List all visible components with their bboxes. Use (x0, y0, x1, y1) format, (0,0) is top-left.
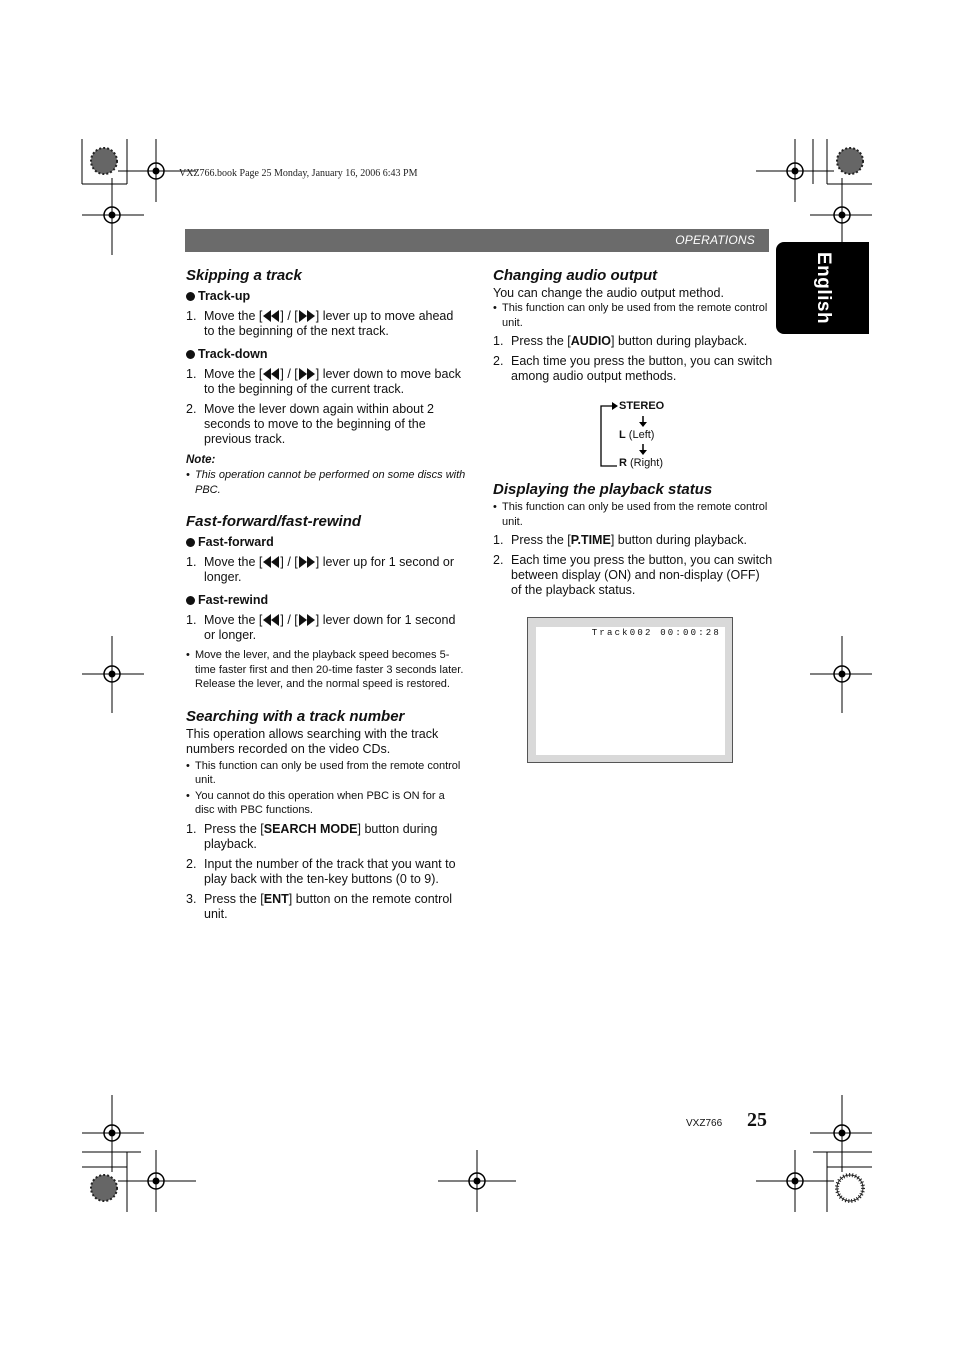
skip-forward-icon (299, 368, 315, 381)
track-down-step-1: 1. Move the [ ] / [ ] lever down to move back to the beginning of the current track. (186, 367, 461, 396)
search-heading: Searching with a track number (186, 707, 405, 725)
skip-forward-icon (299, 556, 315, 569)
status-step-2: 2. Each time you press the button, you can switch between display (ON) and non-display (OFF) of the playback status. (493, 553, 773, 597)
note-text: • This operation cannot be performed on some discs with PBC. (186, 469, 466, 496)
track-down-step-2: 2. Move the lever down again within about 2 seconds to move to the beginning of the previous track. (186, 402, 435, 446)
language-tab (776, 242, 869, 334)
skip-back-icon (263, 368, 279, 381)
screen-display (536, 627, 725, 755)
status-heading: Displaying the playback status (493, 481, 713, 498)
note-title: Note: (186, 454, 216, 466)
status-step-1: 1. Press the [P.TIME] button during playback. (493, 533, 748, 547)
search-intro: This operation allows searching with the track numbers recorded on the video CDs. (186, 726, 439, 756)
file-info: VXZ766.book Page 25 Monday, January 16, 2006 6:43 PM (179, 168, 418, 179)
search-bullet-2: • You cannot do this operation when PBC is ON for a disc with PBC functions. (186, 789, 445, 816)
page-number: 25 (747, 1109, 767, 1131)
ff-heading: Fast-forward/fast-rewind (186, 513, 362, 530)
stereo-option: STEREO (619, 400, 665, 412)
fast-rewind-label: Fast-rewind (186, 593, 466, 608)
playback-status-screen (527, 617, 733, 763)
search-step-3: 3. Press the [ENT] button on the remote control unit. (186, 891, 453, 921)
screen-status-text: Track002 00:00:28 (591, 628, 721, 638)
audio-cycle-diagram (598, 400, 698, 472)
right-column (493, 266, 773, 389)
left-column (186, 266, 466, 927)
skip-heading: Skipping a track (186, 267, 302, 284)
track-down-label: Track-down (186, 347, 466, 362)
track-up-label: Track-up (186, 289, 466, 304)
right-option: R (Right) (619, 457, 664, 469)
bullet-dot-icon (186, 538, 195, 547)
audio-step-2: 2. Each time you press the button, you can switch among audio output methods. (493, 354, 773, 383)
audio-heading: Changing audio output (493, 267, 658, 284)
fast-rewind-step: 1. Move the [ ] / [ ] lever down for 1 second or longer. (186, 613, 456, 642)
skip-forward-icon (299, 310, 315, 323)
search-bullet-1: • This function can only be used from the remote control unit. (186, 759, 461, 786)
ff-speed-bullet: • Move the lever, and the playback speed becomes 5-time faster first and then 20-time faster 3 seconds later. Release the lever, and the normal speed is restored. (186, 649, 464, 690)
audio-step-1: 1. Press the [AUDIO] button during playback. (493, 334, 748, 348)
fast-forward-step: 1. Move the [ ] / [ ] lever up for 1 second or longer. (186, 555, 455, 584)
skip-back-icon (263, 310, 279, 323)
section-title: OPERATIONS (675, 233, 755, 247)
skip-back-icon (263, 556, 279, 569)
bullet-dot-icon (186, 350, 195, 359)
skip-forward-icon (299, 614, 315, 627)
section-header-bar (185, 229, 769, 252)
model-number: VXZ766 (686, 1118, 723, 1129)
down-arrow-icon (638, 444, 648, 455)
bullet-dot-icon (186, 596, 195, 605)
skip-back-icon (263, 614, 279, 627)
bullet-dot-icon (186, 292, 195, 301)
search-step-1: 1. Press the [SEARCH MODE] button during playback. (186, 821, 438, 851)
down-arrow-icon (638, 416, 648, 427)
left-option: L (Left) (619, 429, 655, 441)
status-bullet: • This function can only be used from the remote control unit. (493, 501, 768, 528)
track-up-step: 1. Move the [ ] / [ ] lever up to move ahead to the beginning of the next track. (186, 309, 454, 338)
status-section (493, 480, 773, 603)
fast-forward-label: Fast-forward (186, 535, 466, 550)
audio-intro: You can change the audio output method. (493, 286, 724, 300)
search-step-2: 2. Input the number of the track that you want to play back with the ten-key buttons (0 to 9). (186, 856, 456, 886)
language-label: English (812, 251, 834, 325)
audio-bullet: • This function can only be used from the remote control unit. (493, 302, 768, 329)
